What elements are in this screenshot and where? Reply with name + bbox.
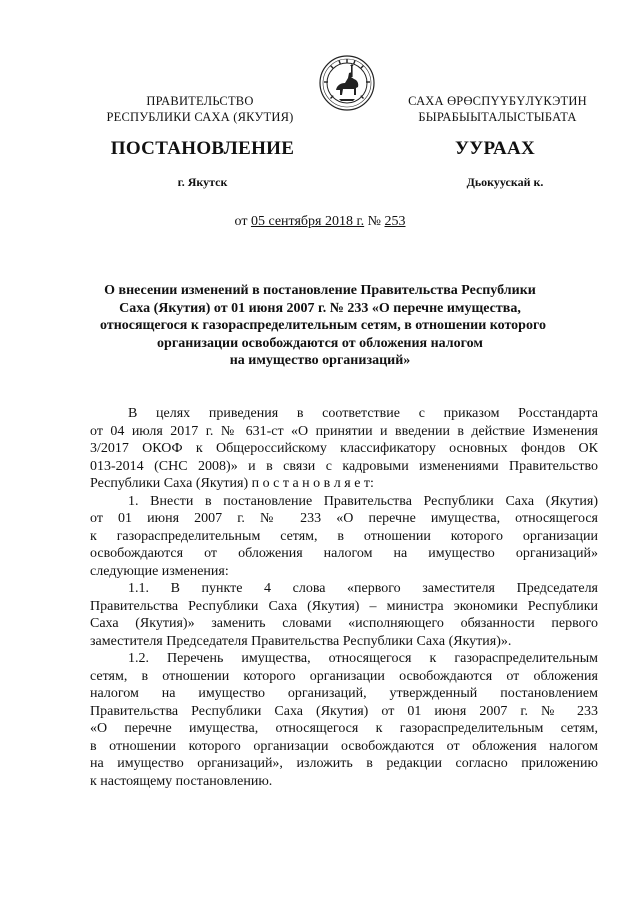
body-line: от 04 июля 2017 г. № 631-ст «О принятии и введении в действие Изменения xyxy=(90,423,598,439)
title-line: О внесении изменений в постановление Правительства Республики xyxy=(104,283,536,298)
title-line: организации освобождаются от обложения налогом xyxy=(157,335,483,351)
city-russian: г. Якутск xyxy=(177,175,228,189)
document-type-russian: ПОСТАНОВЛЕНИЕ xyxy=(110,138,295,159)
body-line: налогом на имущество организаций, утвержденный постановлением xyxy=(90,686,598,701)
body-line: «О перечне имущества, относящегося к газораспределительным сетям, xyxy=(90,721,598,736)
title-line: относящегося к газораспределительным сетям, в отношении которого xyxy=(100,318,546,333)
paragraph-item-1-2 xyxy=(90,650,598,790)
title-line: Саха (Якутия) от 01 июня 2007 г. № 233 «О перечне имущества, xyxy=(119,300,521,316)
body-line: 1.2. Перечень имущества, относящегося к газораспределительным xyxy=(128,651,598,666)
paragraph-item-1-1 xyxy=(90,580,598,650)
body-line: сетям, в отношении которого организации освобождаются от обложения xyxy=(90,668,598,684)
body-line: Правительства Республики Саха (Якутия) от 01 июня 2007 г. № 233 xyxy=(90,703,598,719)
issuer-line: БЫРАБЫЫТАЛЫСТЫБАТА xyxy=(418,110,577,124)
body-line: Саха (Якутия)» заменить словами «исполняющего обязанности первого xyxy=(90,616,598,631)
body-line: В целях приведения в соответствие с приказом Росстандарта xyxy=(128,406,598,421)
body-line: 013-2014 (СНС 2008)» и в связи с кадровыми изменениями Правительство xyxy=(90,458,598,474)
paragraph-item-1 xyxy=(90,493,598,581)
body-line: 3/2017 ОКОФ к Общероссийскому классификатору основных фондов ОК xyxy=(90,441,598,456)
document-number: 253 xyxy=(384,214,406,229)
body-line: Республики Саха (Якутия) п о с т а н о в л я е т: xyxy=(90,476,374,491)
body-line: в отношении которого организации освобождаются от обложения налогом xyxy=(90,738,598,754)
date-prefix: от xyxy=(234,214,251,229)
body-line: Правительства Республики Саха (Якутия) – министра экономики Республики xyxy=(90,598,598,614)
body-line: освобождаются от обложения налогом на имущество организаций» xyxy=(90,546,598,561)
document-date: 05 сентября 2018 г. xyxy=(250,214,365,229)
paragraph-preamble xyxy=(90,405,598,493)
body-line: на имущество организаций», изложить в редакции согласно приложению xyxy=(90,756,598,771)
body-line: к газораспределительным сетям, в отношении которого организации xyxy=(90,528,598,544)
city-yakut: Дьокуускай к. xyxy=(466,175,544,189)
body-line: к настоящему постановлению. xyxy=(90,773,273,789)
document-body xyxy=(90,405,598,790)
body-line: от 01 июня 2007 г. № 233 «О перечне имущества, относящегося xyxy=(90,511,598,526)
date-and-number xyxy=(0,214,640,230)
number-sign: № xyxy=(364,214,385,229)
document-title xyxy=(100,282,546,370)
issuer-line: САХА ӨРӨСПҮҮБҮЛҮКЭТИН xyxy=(408,94,587,108)
issuer-line: РЕСПУБЛИКИ САХА (ЯКУТИЯ) xyxy=(106,110,294,124)
issuer-name-russian xyxy=(100,93,300,125)
title-line: на имущество организаций» xyxy=(229,353,411,368)
body-line: следующие изменения: xyxy=(90,563,229,579)
issuer-line: ПРАВИТЕЛЬСТВО xyxy=(146,94,254,108)
body-line: 1. Внести в постановление Правительства Республики Саха (Якутия) xyxy=(128,493,598,509)
issuer-name-yakut xyxy=(390,93,605,125)
body-line: 1.1. В пункте 4 слова «первого заместителя Председателя xyxy=(128,581,598,596)
body-line: заместителя Председателя Правительства Республики Саха (Якутия)». xyxy=(90,633,512,649)
document-type-yakut: УУРААХ xyxy=(454,138,536,159)
coat-of-arms-emblem xyxy=(319,55,375,111)
